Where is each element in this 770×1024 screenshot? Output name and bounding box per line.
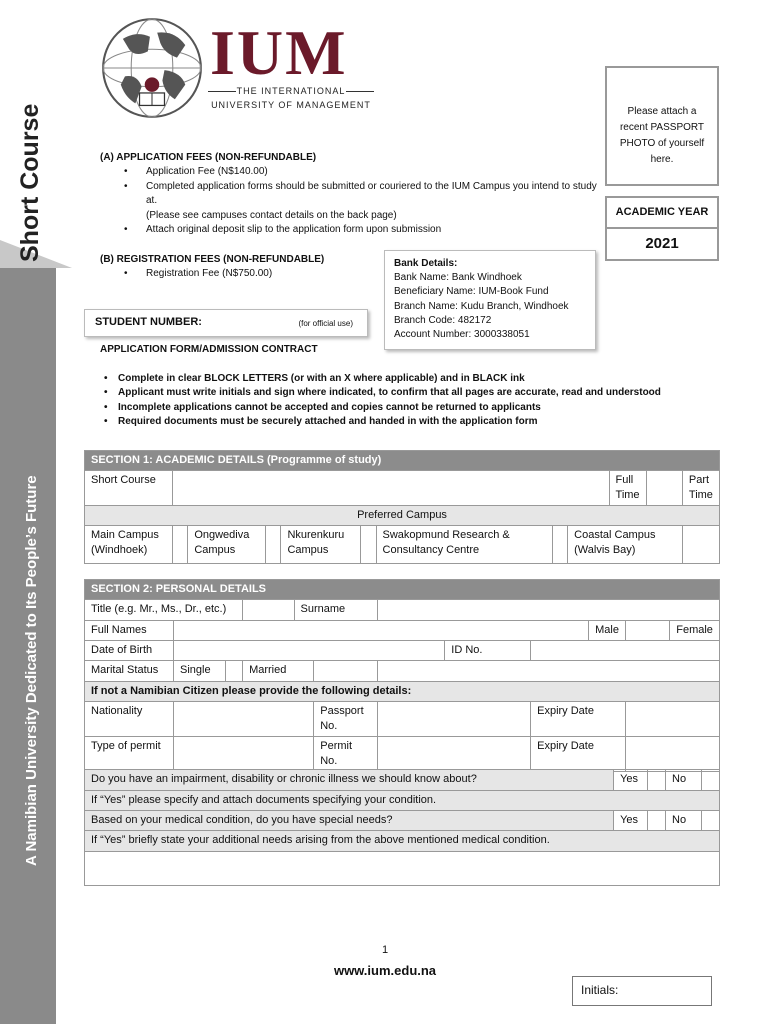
impairment-no-label: No [666, 770, 702, 791]
bank-line: Bank Name: Bank Windhoek [394, 272, 522, 284]
full-names-label: Full Names [85, 621, 174, 641]
expiry-date-field-1[interactable] [625, 702, 719, 737]
student-number-box[interactable] [84, 309, 368, 337]
fee-note-text: (Please see campuses contact details on the back page) [146, 209, 397, 221]
nationality-label: Nationality [85, 702, 174, 737]
impairment-no-checkbox[interactable] [701, 770, 719, 791]
preferred-campus-label: Preferred Campus [85, 506, 720, 526]
bank-line: Branch Code: 482172 [394, 314, 492, 326]
campus-swakopmund-checkbox[interactable] [553, 526, 568, 564]
registration-fees-heading: (B) REGISTRATION FEES (NON-REFUNDABLE) [100, 254, 325, 265]
campus-main-label: Main Campus (Windhoek) [85, 526, 173, 564]
logo-tagline-2: UNIVERSITY OF MANAGEMENT [211, 100, 371, 110]
instructions-list [104, 372, 744, 429]
impairment-yes-label: Yes [614, 770, 648, 791]
id-no-field[interactable] [531, 641, 720, 661]
academic-year-label: ACADEMIC YEAR [605, 196, 719, 229]
impairment-question: Do you have an impairment, disability or chronic illness we should know about? [85, 770, 614, 791]
application-fees-heading: (A) APPLICATION FEES (NON-REFUNDABLE) [100, 152, 317, 163]
bank-details-box [384, 250, 596, 350]
non-namibian-heading: If not a Namibian Citizen please provide the following details: [85, 682, 720, 702]
section1-table [84, 450, 720, 564]
passport-photo-box[interactable]: Please attach a recent PASSPORT PHOTO of yourself here. [605, 66, 719, 186]
special-needs-yes-checkbox[interactable] [648, 811, 666, 831]
campus-ongwediva-label: Ongwediva Campus [188, 526, 266, 564]
surname-field[interactable] [377, 600, 719, 621]
dob-field[interactable] [174, 641, 445, 661]
campus-swakopmund-label: Swakopmund Research & Consultancy Centre [376, 526, 552, 564]
registration-fee-item: • Registration Fee (N$750.00) [124, 267, 380, 281]
special-needs-no-checkbox[interactable] [701, 811, 719, 831]
expiry-date-label-1: Expiry Date [531, 702, 626, 737]
short-course-field[interactable] [173, 471, 609, 506]
academic-year-value: 2021 [605, 229, 719, 261]
id-no-label: ID No. [445, 641, 531, 661]
permit-no-field[interactable] [377, 737, 530, 772]
nationality-field[interactable] [174, 702, 314, 737]
impairment-note: If “Yes” please specify and attach documents specifying your condition. [85, 791, 720, 811]
form-title: APPLICATION FORM/ADMISSION CONTRACT [100, 344, 318, 355]
campus-main-checkbox[interactable] [173, 526, 188, 564]
male-label: Male [589, 621, 626, 641]
full-time-label: Full Time [609, 471, 646, 506]
married-checkbox[interactable] [314, 661, 378, 682]
instruction-item: • Applicant must write initials and sign where indicated, to confirm that all pages are accurate, read and understood [104, 386, 744, 400]
fee-item: • Completed application forms should be submitted or couriered to the IUM Campus you intend to study at. [124, 180, 600, 209]
campus-coastal-label: Coastal Campus (Walvis Bay) [568, 526, 683, 564]
ium-logo [100, 14, 390, 124]
male-checkbox[interactable] [625, 621, 669, 641]
website-link[interactable]: www.ium.edu.na [333, 963, 437, 978]
bank-line: Beneficiary Name: IUM-Book Fund [394, 286, 549, 298]
special-needs-question: Based on your medical condition, do you have special needs? [85, 811, 614, 831]
initials-box[interactable]: Initials: [572, 976, 712, 1006]
page-number: 1 [381, 944, 389, 956]
expiry-date-field-2[interactable] [625, 737, 719, 772]
sidebar-motto: A Namibian University Dedicated to Its People’s Future [23, 475, 40, 866]
medical-table [84, 769, 720, 886]
title-field[interactable] [243, 600, 294, 621]
bank-line: Account Number: 3000338051 [394, 329, 530, 341]
sidebar-title: Short Course [16, 103, 44, 262]
title-label: Title (e.g. Mr., Ms., Dr., etc.) [85, 600, 243, 621]
bank-line: Branch Name: Kudu Branch, Windhoek [394, 300, 569, 312]
fee-note [124, 209, 600, 224]
full-names-field[interactable] [174, 621, 589, 641]
special-needs-no-label: No [666, 811, 702, 831]
instruction-item: • Required documents must be securely attached and handed in with the application form [104, 415, 744, 429]
short-course-label: Short Course [85, 471, 173, 506]
surname-label: Surname [294, 600, 377, 621]
section2-header: SECTION 2: PERSONAL DETAILS [85, 580, 720, 600]
married-label: Married [243, 661, 314, 682]
single-checkbox[interactable] [225, 661, 242, 682]
part-time-label: Part Time [682, 471, 719, 506]
full-time-checkbox[interactable] [646, 471, 682, 506]
logo-tagline-1: THE INTERNATIONAL [236, 86, 346, 96]
dob-label: Date of Birth [85, 641, 174, 661]
permit-type-field[interactable] [174, 737, 314, 772]
fee-item: • Attach original deposit slip to the application form upon submission [124, 223, 600, 238]
fee-item: • Application Fee (N$140.00) [124, 165, 600, 180]
permit-no-label: Permit No. [314, 737, 378, 772]
registration-fees-section [100, 254, 380, 281]
application-fees-section [100, 152, 600, 238]
instruction-item: • Incomplete applications cannot be accepted and copies cannot be returned to applicants [104, 401, 744, 415]
campus-nkurenkuru-checkbox[interactable] [361, 526, 376, 564]
campus-ongwediva-checkbox[interactable] [266, 526, 281, 564]
instruction-item: • Complete in clear BLOCK LETTERS (or with an X where applicable) and in BLACK ink [104, 372, 744, 386]
section2-table [84, 579, 720, 772]
impairment-yes-checkbox[interactable] [648, 770, 666, 791]
section1-header: SECTION 1: ACADEMIC DETAILS (Programme of study) [85, 451, 720, 471]
special-needs-yes-label: Yes [614, 811, 648, 831]
permit-type-label: Type of permit [85, 737, 174, 772]
student-number-label: STUDENT NUMBER: [95, 316, 202, 328]
campus-coastal-checkbox[interactable] [682, 526, 719, 564]
official-use-note: (for official use) [298, 319, 353, 328]
passport-no-field[interactable] [377, 702, 530, 737]
special-needs-field[interactable] [85, 852, 720, 886]
logo-wordmark: IUM [210, 17, 348, 88]
campus-nkurenkuru-label: Nkurenkuru Campus [281, 526, 361, 564]
marital-blank [377, 661, 719, 682]
passport-no-label: Passport No. [314, 702, 378, 737]
globe-icon [100, 16, 204, 120]
special-needs-note: If “Yes” briefly state your additional needs arising from the above mentioned medical condition. [85, 831, 720, 852]
single-label: Single [174, 661, 226, 682]
marital-status-label: Marital Status [85, 661, 174, 682]
expiry-date-label-2: Expiry Date [531, 737, 626, 772]
female-label: Female [670, 621, 720, 641]
bank-heading: Bank Details: [394, 258, 458, 269]
